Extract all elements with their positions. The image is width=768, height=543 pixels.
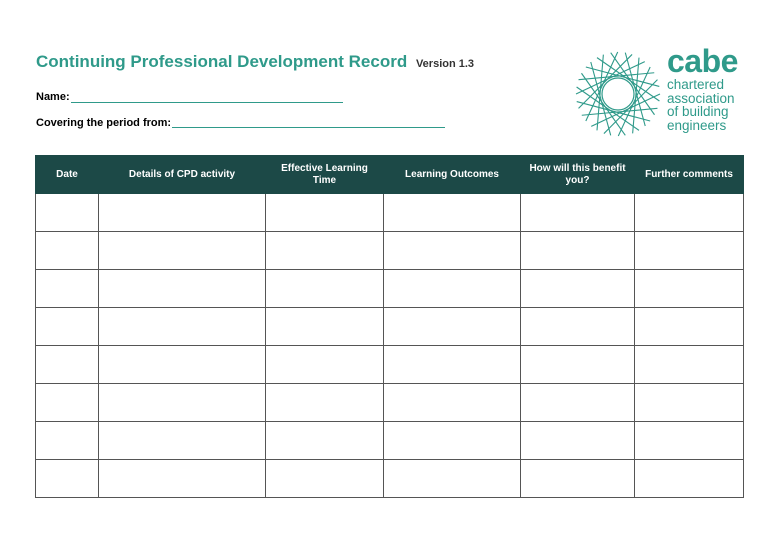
logo-line-2: association xyxy=(667,90,735,106)
column-header-outcomes: Learning Outcomes xyxy=(384,156,521,194)
table-cell[interactable] xyxy=(36,460,99,498)
table-cell[interactable] xyxy=(384,422,521,460)
table-row xyxy=(36,308,744,346)
table-cell[interactable] xyxy=(384,308,521,346)
cabe-logo xyxy=(574,43,750,140)
period-field[interactable] xyxy=(172,127,445,128)
table-cell[interactable] xyxy=(384,460,521,498)
table-cell[interactable] xyxy=(521,194,635,232)
table-cell[interactable] xyxy=(266,270,384,308)
table-cell[interactable] xyxy=(99,346,266,384)
table-cell[interactable] xyxy=(266,422,384,460)
table-cell[interactable] xyxy=(99,232,266,270)
table-cell[interactable] xyxy=(99,308,266,346)
table-cell[interactable] xyxy=(635,194,744,232)
period-label: Covering the period from: xyxy=(36,117,172,129)
table-row xyxy=(36,232,744,270)
name-field[interactable] xyxy=(71,102,343,103)
table-cell[interactable] xyxy=(521,460,635,498)
table-cell[interactable] xyxy=(384,384,521,422)
table-cell[interactable] xyxy=(36,232,99,270)
table-cell[interactable] xyxy=(635,346,744,384)
column-header-date: Date xyxy=(36,156,99,194)
table-row xyxy=(36,384,744,422)
table-cell[interactable] xyxy=(635,384,744,422)
table-cell[interactable] xyxy=(36,194,99,232)
table-cell[interactable] xyxy=(635,232,744,270)
column-header-details: Details of CPD activity xyxy=(99,156,266,194)
logo-cabe-text: cabe xyxy=(667,43,738,79)
logo-line-4: engineers xyxy=(667,117,727,133)
logo-line-3: of building xyxy=(667,104,729,119)
table-cell[interactable] xyxy=(521,308,635,346)
table-cell[interactable] xyxy=(384,346,521,384)
table-cell[interactable] xyxy=(36,270,99,308)
cabe-logo-mark-icon xyxy=(574,50,662,138)
table-cell[interactable] xyxy=(99,460,266,498)
table-cell[interactable] xyxy=(635,308,744,346)
table-cell[interactable] xyxy=(266,460,384,498)
table-row xyxy=(36,422,744,460)
table-cell[interactable] xyxy=(99,384,266,422)
title-text: Continuing Professional Development Record xyxy=(36,52,408,71)
table-cell[interactable] xyxy=(635,460,744,498)
logo-line-1: chartered xyxy=(667,77,725,92)
table-header-row xyxy=(36,156,744,194)
column-header-benefit: How will this benefit you? xyxy=(521,156,635,194)
table-cell[interactable] xyxy=(266,194,384,232)
table-cell[interactable] xyxy=(266,308,384,346)
table-cell[interactable] xyxy=(384,232,521,270)
page-title xyxy=(36,52,474,72)
name-label: Name: xyxy=(36,91,70,103)
table-row xyxy=(36,346,744,384)
version-label: Version 1.3 xyxy=(415,58,475,70)
table-cell[interactable] xyxy=(266,384,384,422)
table-cell[interactable] xyxy=(635,270,744,308)
table-cell[interactable] xyxy=(99,270,266,308)
table-cell[interactable] xyxy=(521,270,635,308)
table-cell[interactable] xyxy=(266,232,384,270)
table-row xyxy=(36,460,744,498)
table-cell[interactable] xyxy=(384,194,521,232)
table-cell[interactable] xyxy=(521,346,635,384)
logo-wordmark xyxy=(667,44,738,132)
table-cell[interactable] xyxy=(36,422,99,460)
table-cell[interactable] xyxy=(521,232,635,270)
table-cell[interactable] xyxy=(99,422,266,460)
table-cell[interactable] xyxy=(36,346,99,384)
column-header-learning-time: Effective Learning Time xyxy=(266,156,384,194)
table-cell[interactable] xyxy=(521,422,635,460)
table-cell[interactable] xyxy=(635,422,744,460)
column-header-comments: Further comments xyxy=(635,156,744,194)
table-cell[interactable] xyxy=(266,346,384,384)
table-cell[interactable] xyxy=(384,270,521,308)
table-row xyxy=(36,194,744,232)
table-cell[interactable] xyxy=(99,194,266,232)
table-cell[interactable] xyxy=(521,384,635,422)
cpd-record-table xyxy=(35,155,744,498)
table-cell[interactable] xyxy=(36,384,99,422)
table-cell[interactable] xyxy=(36,308,99,346)
table-row xyxy=(36,270,744,308)
